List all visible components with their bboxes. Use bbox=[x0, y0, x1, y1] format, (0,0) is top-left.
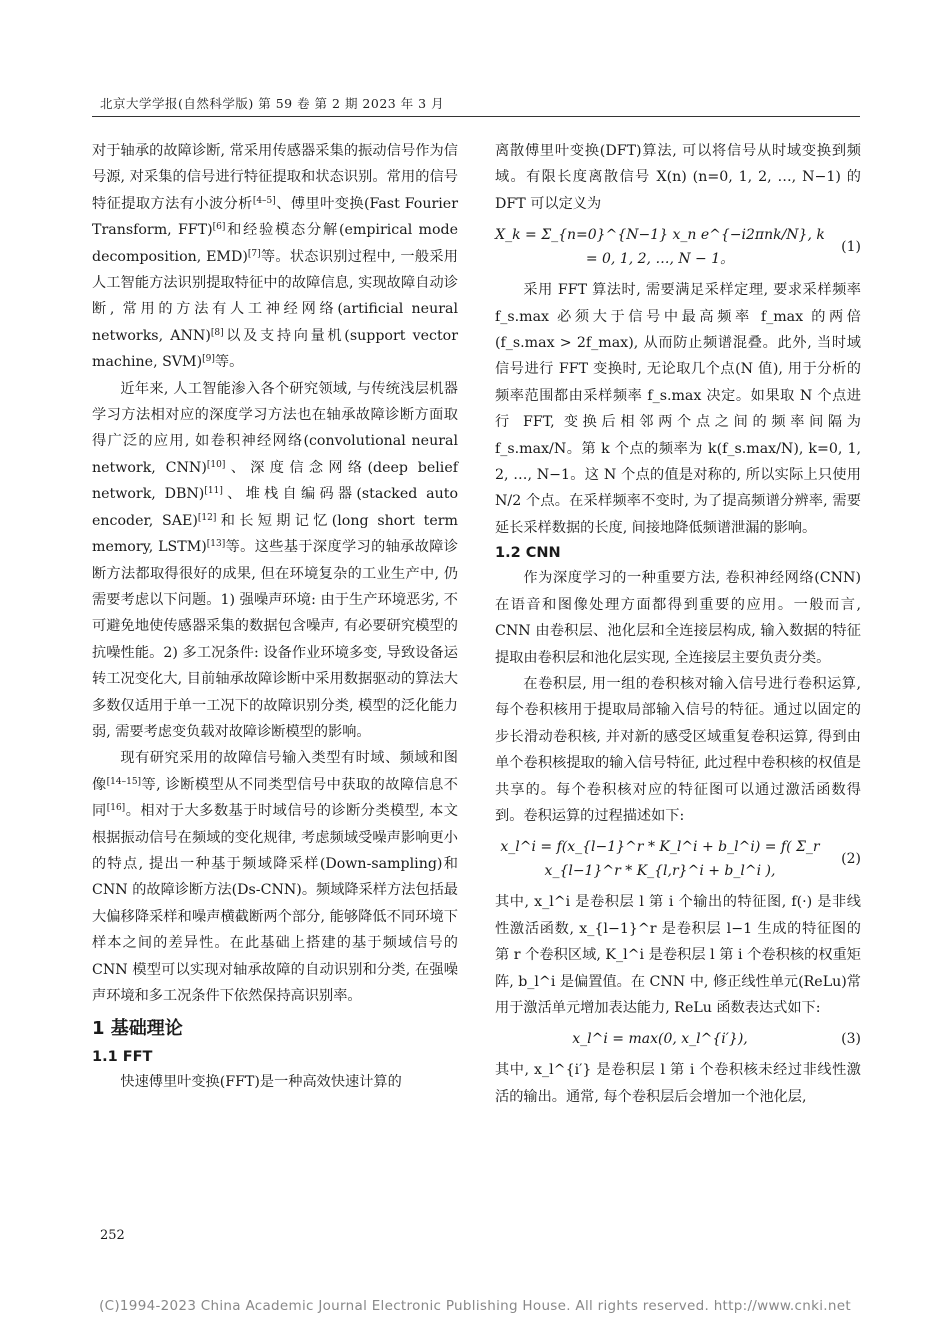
subsection-heading-fft: 1.1 FFT bbox=[92, 1049, 153, 1066]
intro-paragraph-2: 近年来, 人工智能渗入各个研究领域, 与传统浅层机器学习方法相对应的深度学习方法也在轴承故障诊断方面取得广泛的应用, 如卷积神经网络(convolutional neural network, CNN)[10]、深度信念网络(deep belief network, DBN)[11]、堆栈自编码器(stacked auto encoder, SAE)[12]和长短期记忆(long short term memory, LSTM)[13]等。这些基于深度学习的轴承故障诊断方法都取得很好的成果, 但在环境复杂的工业生产中, 仍需要考虑以下问题。1) 强噪声环境: 由于生产环境恶劣, 不可避免地使传感器采集的数据包含噪声, 有必要研究模型的抗噪性能。2) 多工况条件: 设备作业环境多变, 导致设备运转工况变化大, 目前轴承故障诊断中采用数据驱动的算法大多数仅适用于单一工况下的故障识别分类, 模型的泛化能力弱, 需要考虑变负载对故障诊断模型的影响。 bbox=[92, 380, 458, 740]
equation-2-number: (2) bbox=[841, 851, 861, 868]
cnki-footer: (C)1994-2023 China Academic Journal Electronic Publishing House. All rights reserved. http://www.cnki.net bbox=[99, 1298, 851, 1314]
equation-3-number: (3) bbox=[841, 1031, 861, 1048]
equation-3-body: x_l^i = max(0, x_l^{i′}), bbox=[572, 1031, 748, 1048]
cnn-intro-paragraph: 作为深度学习的一种重要方法, 卷积神经网络(CNN)在语音和图像处理方面都得到重要的应用。一般而言, CNN 由卷积层、池化层和全连接层构成, 输入数据的特征提取由卷积层和池化层实现, 全连接层主要负责分类。 bbox=[495, 570, 861, 666]
equation-2-body: x_l^i = f(x_{l−1}^r * K_l^i + b_l^i) = f( Σ_r x_{l−1}^r * K_{l,r}^i + b_l^i ), bbox=[500, 839, 820, 880]
fft-paragraph: 快速傅里叶变换(FFT)是一种高效快速计算的 bbox=[120, 1074, 402, 1091]
intro-paragraph-3: 现有研究采用的故障信号输入类型有时域、频域和图像[14–15]等, 诊断模型从不同类型信号中获取的故障信息不同[16]。相对于大多数基于时域信号的诊断分类模型, 本文根据振动信号在频域的变化规律, 考虑频域受噪声影响更小的特点, 提出一种基于频域降采样(Down-sampling)和 CNN 的故障诊断方法(Ds-CNN)。频域降采样方法包括最大偏移降采样和噪声横截断两个部分, 能够降低不同环境下样本之间的差异性。在此基础上搭建的基于频域信号的 CNN 模型可以实现对轴承故障的自动识别和分类, 在强噪声环境和多工况条件下依然保持高识别率。 bbox=[92, 750, 458, 1004]
page-number: 252 bbox=[100, 1228, 125, 1243]
header-rule bbox=[92, 116, 860, 117]
running-header: 北京大学学报(自然科学版) 第 59 卷 第 2 期 2023 年 3 月 bbox=[100, 96, 445, 111]
sampling-paragraph: 采用 FFT 算法时, 需要满足采样定理, 要求采样频率 f_s.max 必须大于信号中最高频率 f_max 的两倍(f_s.max > 2f_max), 从而防止频谱混叠。此外, 当时域信号进行 FFT 变换时, 无论取几个点(N 值), 用于分析的频率范围都由采样频率 f_s.max 决定。如果取 N 个点进行 FFT, 变换后相邻两个点之间的频率间隔为 f_s.max/N。第 k 个点的频率为 k(f_s.max/N), k=0, 1, 2, …, N−1。这 N 个点的值是对称的, 所以实际上只使用 N/2 个点。在采样频率不变时, 为了提高频谱分辨率, 需要延长采样数据的长度, 间接地降低频谱泄漏的影响。 bbox=[495, 282, 861, 536]
intro-paragraph-1: 对于轴承的故障诊断, 常采用传感器采集的振动信号作为信号源, 对采集的信号进行特征提取和状态识别。常用的信号特征提取方法有小波分析[4–5]、傅里叶变换(Fast Fourier Transform, FFT)[6]和经验模态分解(empirical mode decomposition, EMD)[7]等。状态识别过程中, 一般采用人工智能方法识别提取特征中的故障信息, 实现故障自动诊断, 常用的方法有人工神经网络(artificial neural networks, ANN)[8]以及支持向量机(support vector machine, SVM)[9]等。 bbox=[92, 143, 458, 371]
subsection-heading-cnn: 1.2 CNN bbox=[495, 545, 561, 562]
equation-1-number: (1) bbox=[841, 239, 861, 256]
eq2-explanation-paragraph: 其中, x_l^i 是卷积层 l 第 i 个输出的特征图, f(·) 是非线性激活函数, x_{l−1}^r 是卷积层 l−1 生成的特征图的第 r 个卷积区域, K_l^i 是卷积层 l 第 i 个卷积核的权重矩阵, b_l^i 是偏置值。在 CNN 中, 修正线性单元(ReLu)常用于激活单元增加表达能力, ReLu 函数表达式如下: bbox=[495, 894, 861, 1016]
right-column bbox=[495, 138, 861, 1110]
equation-1 bbox=[495, 223, 861, 271]
eq3-explanation-paragraph: 其中, x_l^{i′} 是卷积层 l 第 i 个卷积核未经过非线性激活的输出。通常, 每个卷积层后会增加一个池化层, bbox=[495, 1062, 861, 1105]
conv-layer-paragraph: 在卷积层, 用一组的卷积核对输入信号进行卷积运算, 每个卷积核用于提取局部输入信号的特征。通过以固定的步长滑动卷积核, 并对新的感受区域重复卷积运算, 得到由单个卷积核提取的输入信号特征, 此过程中卷积核的权值是共享的。每个卷积核对应的特征图可以通过激活函数得到。卷积运算的过程描述如下: bbox=[495, 675, 861, 824]
left-column bbox=[92, 138, 458, 1096]
dft-paragraph: 离散傅里叶变换(DFT)算法, 可以将信号从时域变换到频域。有限长度离散信号 X(n) (n=0, 1, 2, …, N−1) 的 DFT 可以定义为 bbox=[495, 143, 861, 212]
equation-3 bbox=[495, 1027, 861, 1051]
equation-1-body: X_k = Σ_{n=0}^{N−1} x_n e^{−i2πnk/N}, k = 0, 1, 2, …, N − 1。 bbox=[495, 227, 825, 268]
equation-2 bbox=[495, 835, 861, 883]
section-heading-1: 1 基础理论 bbox=[92, 1018, 183, 1040]
